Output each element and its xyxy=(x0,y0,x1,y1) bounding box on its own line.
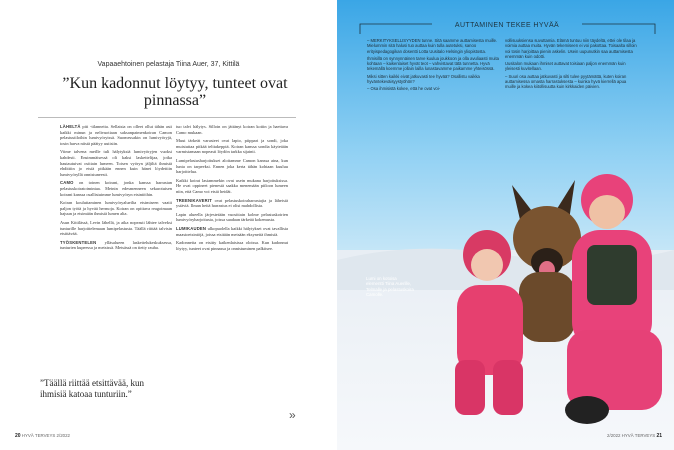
paragraph: TYÖSKENTELEN ylläsalueen laskettelukeskuksessa, tunturien kupeessa ja metsissä. Metsässä on tietty rauha. xyxy=(60,239,172,251)
paragraph: Lumipelastusharjoitukset aloitamme Camon kanssa aina, kun lunta on tarpeeksi. Ennen joka kerta tähän kohtaan kuuluu harjoittelua. xyxy=(176,157,288,175)
info-box-title: AUTTAMINEN TEKEE HYVÄÄ xyxy=(454,22,560,29)
paragraph: CAMO on toinen koirani, jonka kanssa harrastan pelastuskoiratoimintaa. Meinin edesmenneen sekarotuisen koirani kanssa osallistuimme lumivyöryn etsintöihin. xyxy=(60,180,172,197)
page-number: 20 xyxy=(15,433,21,439)
paragraph: Viime talvena meille tuli hälytyksiä lumivyöryjen vuoksi kahdesti. Ensimmäisessä oli kaksi laskettelijaa, jotka hautautuivat osittain lumeen. Toisen vyöryn jäljiltä ihmistä ehdittiin jo etsiä pitkään ennen kuin hänet löydettiin lumivyöryllä onnistuneesti. xyxy=(60,149,172,177)
paragraph: Kadonneita on etsitty kaikenlaisissa oloissa. Kun kadonnut löytyy, tunteet ovat pinnassa ja onnistuminen palkitsee. xyxy=(176,240,288,251)
magazine-name: HYVÄ TERVEYS 2/2022 xyxy=(21,433,70,438)
body-column-1 xyxy=(60,124,172,254)
paragraph: Muut tärkeät varusteet ovat lapio, piippari ja sondi, joka muistuttaa pitkää telttakeppiä. Koiran kanssa sondia käytetään varmistamaan nopeasti löydön tarkka sijainti. xyxy=(176,138,288,155)
page-number: 21 xyxy=(656,433,662,439)
paragraph: tuo talvi hälytys. Silloin on jättänyt koiran kotiin ja haettava Camo mukaan. xyxy=(176,124,288,135)
magazine-name: 2/2022 HYVÄ TERVEYS xyxy=(607,433,656,438)
paragraph: Miksi sitten kaikki eivät jatkuvasti tee hyvää? Osallistu vaikka hyväntekeväisyystyöhön? xyxy=(367,73,480,85)
photo-caption: Lumi on kotoisa elementti Tiina Auerille, Telmalle ja pelastuskoira Camolle. xyxy=(366,276,414,298)
article-kicker: Vapaaehtoinen pelastaja Tiina Auer, 37, Kittilä xyxy=(97,61,240,68)
article-headline: ”Kun kadonnut löytyy, tunteet ovat pinnassa” xyxy=(62,75,288,109)
pull-quote: ”Täällä riittää etsittävää, kun ihmisiä katoaa tunturiin.” xyxy=(40,378,144,399)
paragraph: Asun Kittilässä, Levin lähellä, ja aika nopeasti lähtee talveksi tunturille harjoittelemaan lumipelastusta. Täällä riittää talvisin etsittävää. xyxy=(60,219,172,237)
body-column-2 xyxy=(176,124,288,254)
paragraph: Ihmisillä on synnynnäinen tarve kuulua joukkoon ja olla avuliaasti muita kohtaan – kaikenlaiset hyvät teot – vahvistavat tätä tunnetta. Hyvä tekemällä koemme jollain lailla lunastavamme paikamme yhteisössä. xyxy=(367,55,499,72)
page-footer-right xyxy=(607,433,662,439)
paragraph: LÄHELTÄ piti -tilanneita. Sellaisia on olleet ollut tähän asti kaikki minun ja nelivuotiaan saksanpaimenkoiran Camon pelastustiloihin lumivyöryissä. Suomessakin on lumivyöryjä, tosin harva niistä päätyy uutisiin. xyxy=(60,124,172,146)
paragraph: Lapin alueella järjestetään vuosittain kolme pelastuskoirien lumivyöryharjoitusta, joissa saadaan tärkeää kokemusta. xyxy=(176,211,288,223)
paragraph: – MERKITYKSELLISYYDEN tunne. Sitä saamme auttamisesta muille. Mielummin sitä halusi tuo auttaa kuin tulla autetuksi, sanoo erityispedagogikan dosentti Lotta Uusitalo Helsingin yliopistosta. xyxy=(367,38,498,54)
paragraph: – Suuri osa auttaa jatkuvasti ja silti tulee pyytämättä, kuten koiran auttamisessa omasta harrastuksesta – kuinka hyvä kierrellä apua muille ja kokea kiitollisuutta kuin kirkkaiden päivien. xyxy=(505,73,627,90)
continue-chevron-icon: » xyxy=(289,408,296,422)
paragraph: TREENIKAVERIT ovat pelastuskoiraharrastajia ja läheisiä ystäviä. Ilman heitä harrastus ei olisi mahdollista. xyxy=(176,197,288,209)
info-box-column-2 xyxy=(505,38,637,92)
paragraph: Uusitalon mukaan ihmiset auttavat toisiaan paljon enemmän kuin yleisesti kuvitellaan. xyxy=(505,61,626,72)
paragraph: Kaikki koirat lasiammekin ovat usein mukana harjoituksissa. He ovat oppineet pienestä saakka menemään piiloon lumeen niin, että Camo voi etsiä heidät. xyxy=(176,177,288,194)
page-footer-left xyxy=(15,433,70,439)
paragraph: LUMIKAUDEN ulkopuolella kaikki hälytykset ovat tavallisia maastoetsintöjä, joissa etsitään metsään eksyneitä ihmisiä. xyxy=(176,225,288,237)
info-box-column-1 xyxy=(367,38,499,94)
paragraph: – Osa ihmisistä kokee, että he ovat voi- xyxy=(367,86,441,92)
divider xyxy=(38,117,296,118)
paragraph: Koiran kouluttaminen lumivyöryalueilta etsimiseen vaatii paljon työtä ja hyvää hermoja. Koiran on opittava reagoimaan hajuun ja etsimään ihmisiä lumen alta. xyxy=(60,200,172,217)
right-page xyxy=(337,0,674,450)
paragraph: vollisuuksiensa suvuttamia. Elämä tuntuu niin täydeltä, ettei ole tilaa ja voimia auttaa muita. Hyvän tekemiseen ei voi pakottaa. Toisaalta silloin voi tosin harjoittaa pienin askelin. Usein uupunutkin saa auttamisesta enemmän kuin odotti. xyxy=(505,38,637,59)
